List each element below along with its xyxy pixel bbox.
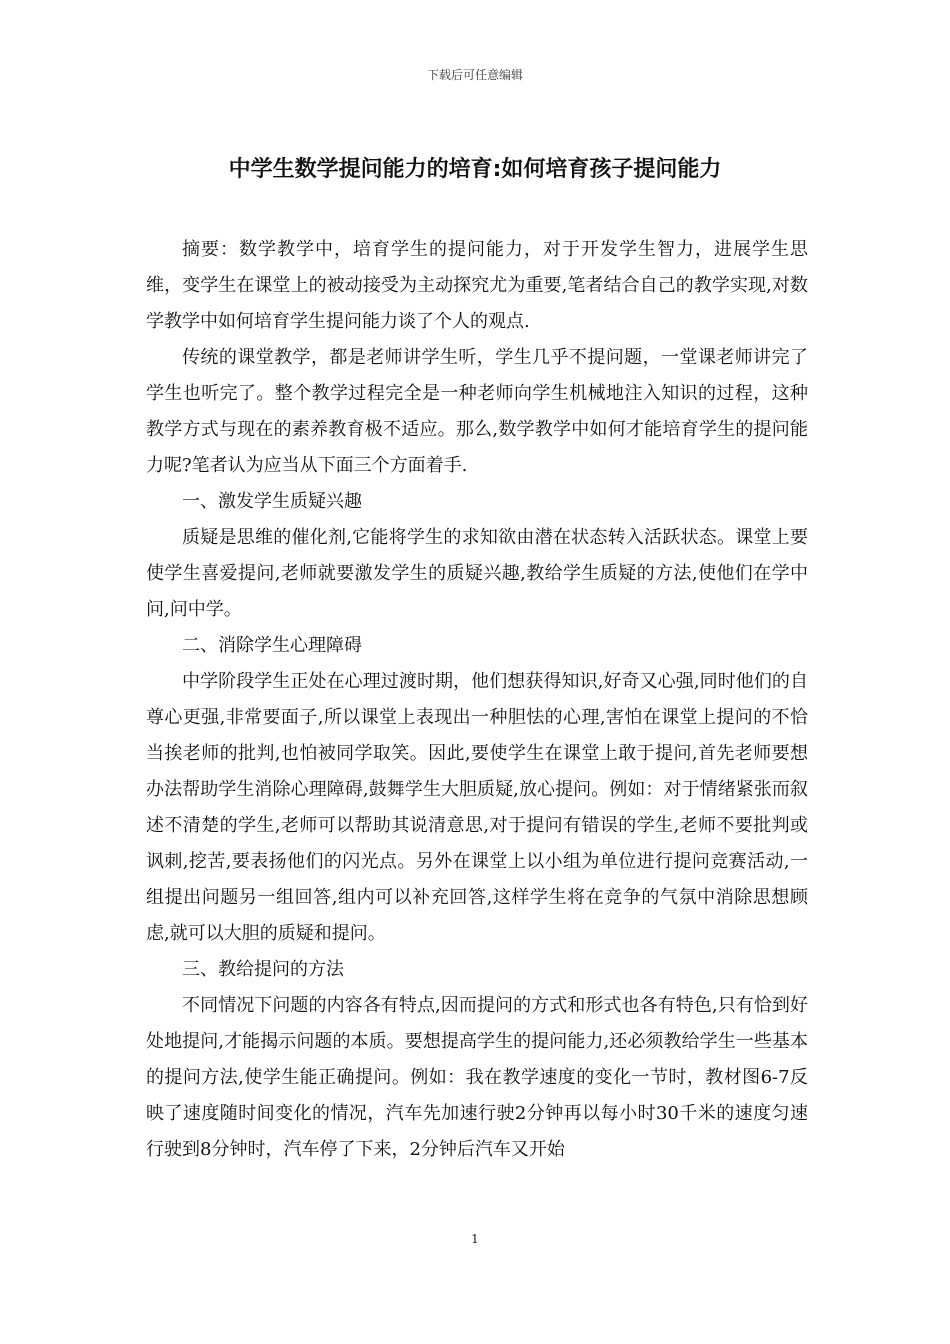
document-body	[146, 232, 808, 1168]
section-paragraph-1: 质疑是思维的催化剂,它能将学生的求知欲由潜在状态转入活跃状态。课堂上要使学生喜爱提问,老师就要激发学生的质疑兴趣,教给学生质疑的方法,使他们在学中问,问中学。	[146, 527, 808, 620]
abstract-paragraph: 摘要：数学教学中，培育学生的提问能力，对于开发学生智力，进展学生思维，变学生在课堂上的被动接受为主动探究尤为重要,笔者结合自己的教学实现,对数学教学中如何培育学生提问能力谈了个人的观点.	[146, 239, 808, 332]
section-heading-2: 二、消除学生心理障碍	[182, 635, 362, 656]
header-note: 下载后可任意编辑	[426, 68, 523, 82]
intro-paragraph: 传统的课堂教学，都是老师讲学生听，学生几乎不提问题，一堂课老师讲完了学生也听完了。整个教学过程完全是一种老师向学生机械地注入知识的过程，这种教学方式与现在的素养教育极不适应。那么,数学教学中如何才能培育学生的提问能力呢?笔者认为应当从下面三个方面着手.	[146, 347, 808, 476]
section-heading-3: 三、教给提问的方法	[182, 959, 344, 980]
page-number: 1	[471, 1232, 479, 1246]
section-paragraph-3: 不同情况下问题的内容各有特点,因而提问的方式和形式也各有特色,只有恰到好处地提问,才能揭示问题的本质。要想提高学生的提问能力,还必须教给学生一些基本的提问方法,使学生能正确提问。例如：我在教学速度的变化一节时，教材图6-7反映了速度随时间变化的情况，汽车先加速行驶2分钟再以每小时30千米的速度匀速行驶到8分钟时，汽车停了下来，2分钟后汽车又开始	[146, 995, 808, 1160]
section-heading-1: 一、激发学生质疑兴趣	[182, 491, 362, 512]
document-title: 中学生数学提问能力的培育:如何培育孩子提问能力	[228, 157, 722, 182]
section-paragraph-2: 中学阶段学生正处在心理过渡时期，他们想获得知识,好奇又心强,同时他们的自尊心更强,非常要面子,所以课堂上表现出一种胆怯的心理,害怕在课堂上提问的不恰当挨老师的批判,也怕被同学取笑。因此,要使学生在课堂上敢于提问,首先老师要想办法帮助学生消除心理障碍,鼓舞学生大胆质疑,放心提问。例如：对于情绪紧张而叙述不清楚的学生,老师可以帮助其说清意思,对于提问有错误的学生,老师不要批判或讽刺,挖苦,要表扬他们的闪光点。另外在课堂上以小组为单位进行提问竞赛活动,一组提出问题另一组回答,组内可以补充回答,这样学生将在竞争的气氛中消除思想顾虑,就可以大胆的质疑和提问。	[146, 671, 808, 944]
